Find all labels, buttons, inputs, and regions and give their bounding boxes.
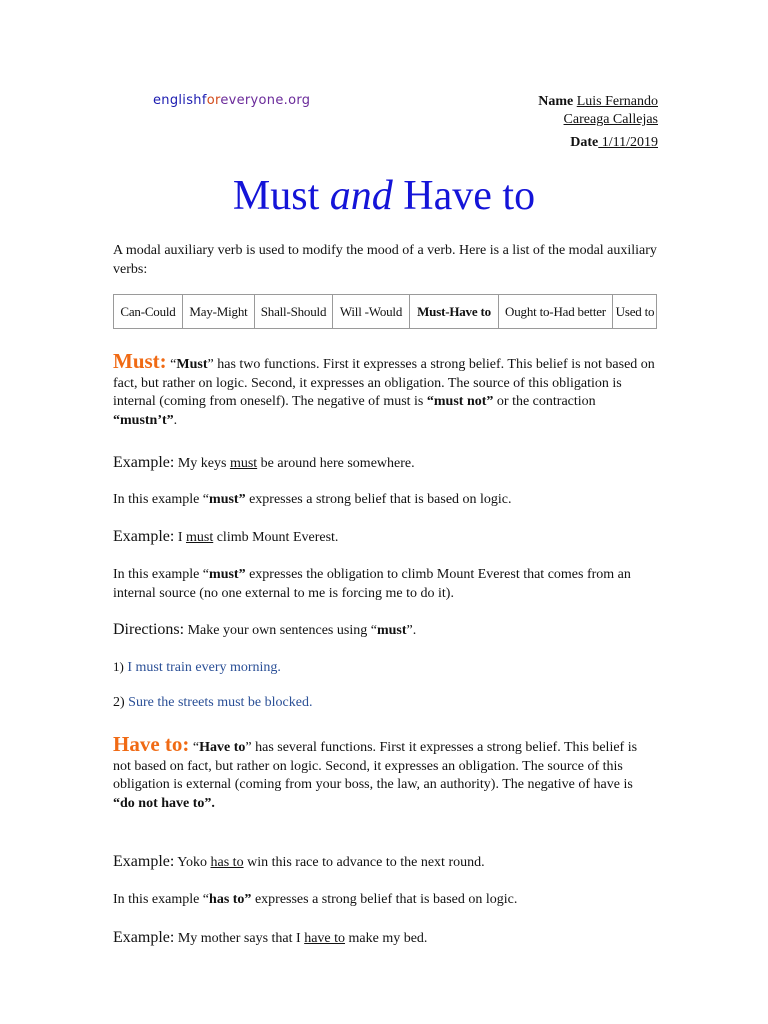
- must-bold-1: Must: [176, 357, 208, 372]
- brand-part-3: everyone.org: [220, 93, 311, 108]
- example-text-before: My keys: [174, 456, 230, 471]
- have-example-1-explanation: [113, 891, 658, 910]
- directions-line: [113, 621, 658, 641]
- name-label: Name: [538, 94, 574, 109]
- modal-cell-must-have-to: Must-Have to: [409, 295, 498, 328]
- name-value-2: Careaga Callejas: [563, 112, 658, 127]
- explanation-after: expresses the obligation to climb Mount Everest that comes from an internal source (no one external to me is forcing me to do it).: [113, 567, 631, 601]
- modal-cell-will-would: Will -Would: [332, 295, 409, 328]
- example-underlined: have to: [304, 931, 346, 946]
- title-word-1: Must: [232, 173, 320, 219]
- modal-cell-used-to: Used to: [612, 295, 657, 328]
- must-example-2: [113, 528, 658, 548]
- have-text-1: ” has several functions. First it expresses a strong belief. This belief is not based on fact, but rather on logic. Second, it expresses an obligation. The source of this obligation is external (coming from your boss, the law, an authority). The negative of have is: [113, 740, 638, 792]
- explanation-before: In this example “: [113, 492, 210, 507]
- answer-1: [113, 658, 658, 678]
- explanation-after: expresses a strong belief that is based on logic.: [251, 892, 518, 907]
- directions-text: Make your own sentences using “: [184, 623, 377, 638]
- example-underlined: has to: [210, 855, 244, 870]
- must-text-1: ” has two functions. First it expresses a strong belief. This belief is not based on fact, but rather on logic. Second, it expresses an obligation. The source of this obligation is internal (coming from oneself). The negative of must is: [113, 357, 655, 409]
- date-label: Date: [570, 135, 599, 150]
- answer-text: I must train every morning.: [127, 660, 281, 675]
- example-text-before: I: [174, 530, 186, 545]
- intro-paragraph: A modal auxiliary verb is used to modify the mood of a verb. Here is a list of the modal auxiliary verbs:: [113, 243, 657, 277]
- brand-part-1: englishf: [153, 93, 207, 108]
- page-title: [0, 172, 768, 220]
- have-bold-2: “do not have to”.: [113, 795, 215, 811]
- name-value-1: Luis Fernando: [576, 94, 658, 109]
- directions-bold: must: [376, 623, 407, 638]
- explanation-after: expresses a strong belief that is based on logic.: [245, 492, 512, 507]
- example-text-before: My mother says that I: [174, 931, 305, 946]
- must-paragraph: [113, 349, 658, 430]
- name-line-2: [564, 112, 658, 128]
- must-bold-2: “must not”: [426, 394, 494, 409]
- title-word-3: Have to: [403, 173, 536, 219]
- example-text-after: climb Mount Everest.: [213, 530, 339, 545]
- example-label: Example:: [113, 853, 175, 870]
- answer-2: [113, 694, 658, 713]
- must-text-2: or the contraction: [493, 394, 596, 409]
- answer-number: 2): [113, 695, 125, 710]
- date-value: 1/11/2019: [598, 135, 658, 150]
- have-example-2: [113, 929, 658, 949]
- example-text-after: be around here somewhere.: [257, 456, 415, 471]
- directions-end: ”.: [406, 623, 417, 638]
- must-text-3: .: [173, 412, 178, 428]
- name-line-1: [538, 94, 658, 110]
- must-bold-3: “mustn’t”: [113, 412, 174, 428]
- must-example-2-explanation: [113, 566, 658, 603]
- must-example-1: [113, 454, 658, 474]
- explanation-before: In this example “: [113, 892, 210, 907]
- must-example-1-explanation: [113, 491, 658, 510]
- explanation-before: In this example “: [113, 567, 210, 582]
- directions-label: Directions:: [113, 621, 185, 638]
- answer-text: Sure the streets must be blocked.: [128, 695, 313, 710]
- modal-cell-can-could: Can-Could: [120, 303, 176, 319]
- brand-part-2: or: [206, 93, 221, 108]
- modal-verbs-table: [113, 294, 657, 329]
- modal-cell-ought-to-had-better: Ought to-Had better: [498, 295, 612, 328]
- have-to-heading: Have to:: [113, 732, 190, 756]
- example-underlined: must: [185, 530, 214, 545]
- have-bold-1: Have to: [199, 740, 246, 755]
- example-text-before: Yoko: [174, 855, 211, 870]
- example-label: Example:: [113, 929, 175, 946]
- example-text-after: win this race to advance to the next round.: [243, 855, 485, 870]
- explanation-bold: must”: [209, 492, 246, 507]
- explanation-bold: must”: [209, 567, 246, 582]
- have-q1: “: [192, 740, 200, 755]
- modal-cell-shall-should: Shall-Should: [254, 295, 332, 328]
- example-label: Example:: [113, 454, 175, 471]
- have-example-1: [113, 853, 658, 873]
- modal-cell-may-might: May-Might: [182, 295, 254, 328]
- have-to-paragraph: [113, 732, 658, 813]
- date-line: [570, 135, 658, 151]
- site-brand: [153, 93, 310, 108]
- explanation-bold: has to”: [209, 892, 252, 907]
- title-word-2: and: [329, 173, 393, 219]
- example-text-after: make my bed.: [345, 931, 428, 946]
- must-q1: “: [170, 357, 177, 372]
- answer-number: 1): [113, 659, 124, 674]
- must-heading: Must:: [113, 349, 167, 373]
- example-underlined: must: [229, 456, 258, 471]
- example-label: Example:: [113, 528, 175, 545]
